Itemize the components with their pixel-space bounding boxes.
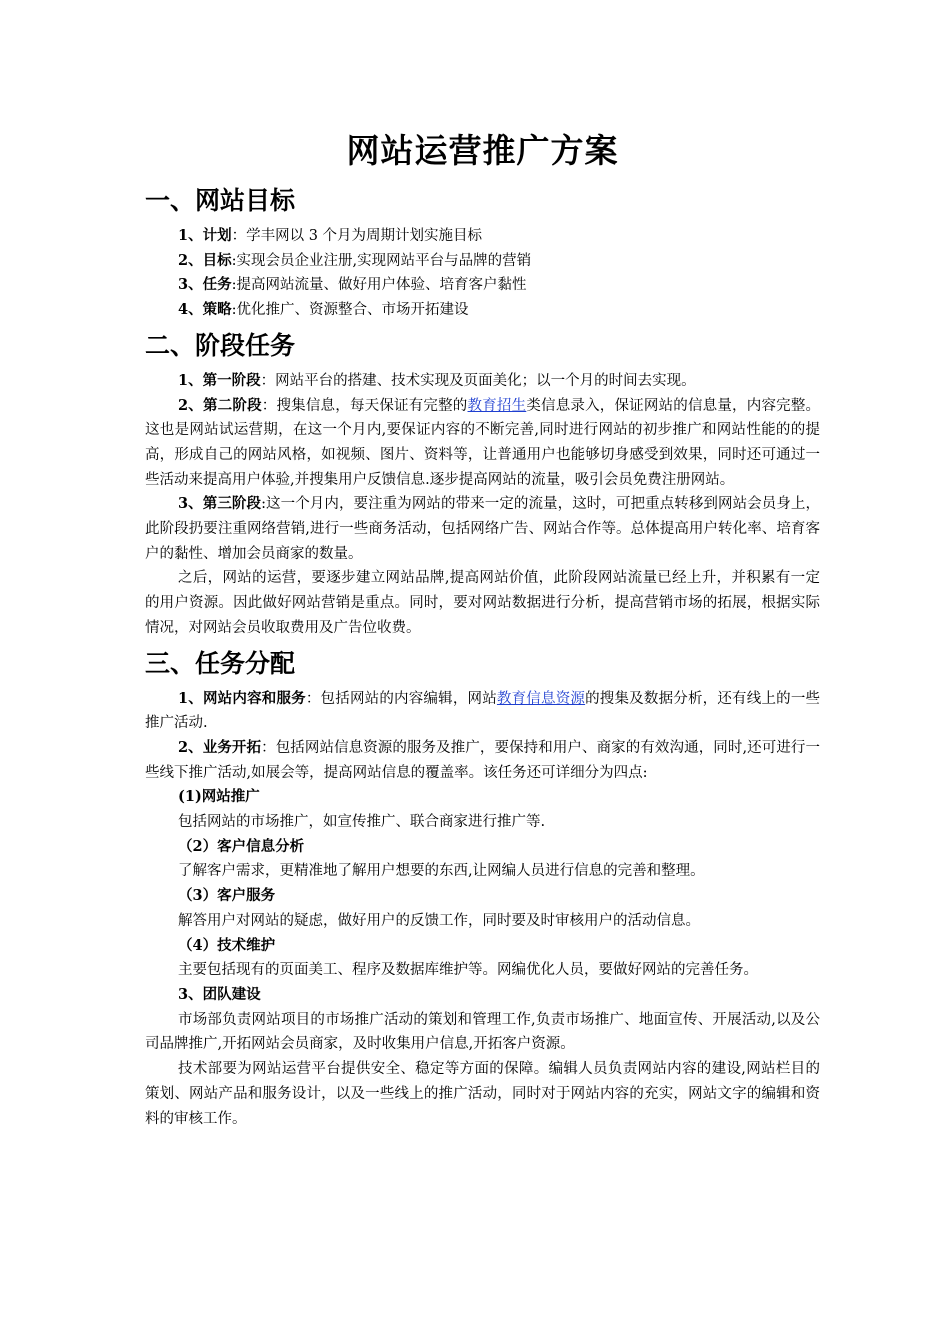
goal-item xyxy=(145,224,820,249)
subtask-heading xyxy=(145,835,820,860)
section-heading: 三、任务分配 xyxy=(145,648,296,678)
stage-paragraph xyxy=(145,492,820,566)
stage-label: 1、第一阶段 xyxy=(178,371,261,389)
section-website-goals xyxy=(145,182,820,323)
subtask-body: 包括网站的市场推广，如宣传推广、联合商家进行推广等. xyxy=(178,814,546,831)
education-enrollment-link[interactable]: 教育招生 xyxy=(467,397,527,414)
goal-item xyxy=(145,249,820,274)
section-heading: 二、阶段任务 xyxy=(145,330,296,360)
stage-label: 2、第二阶段 xyxy=(178,396,262,414)
subtask-body: 主要包括现有的页面美工、程序及数据库维护等。网编优化人员，要做好网站的完善任务。 xyxy=(178,962,758,979)
goal-text: :优化推广、资源整合、市场开拓建设 xyxy=(231,302,469,319)
task-text: ：包括网站的内容编辑，网站 xyxy=(305,690,497,707)
subtask-body: 解答用户对网站的疑虑，做好用户的反馈工作，同时要及时审核用户的活动信息。 xyxy=(178,912,700,929)
stage-label: 3、第三阶段 xyxy=(178,495,262,513)
goal-text: ：学丰网以 3 个月为周期计划实施目标 xyxy=(231,228,483,244)
subtask-heading xyxy=(145,884,820,909)
stage-text: ：搜集信息，每天保证有完整的 xyxy=(261,397,468,414)
goal-label: 2、目标 xyxy=(178,251,232,269)
subtask-title: （4）技术维护 xyxy=(178,936,276,954)
subtask-title: (1)网站推广 xyxy=(178,788,260,806)
section-heading: 一、网站目标 xyxy=(145,186,296,215)
team-heading xyxy=(145,983,820,1008)
education-resources-link[interactable]: 教育信息资源 xyxy=(496,690,586,707)
subtask-body: 了解客户需求，更精准地了解用户想要的东西,让网编人员进行信息的完善和整理。 xyxy=(178,863,705,880)
goal-item xyxy=(145,298,820,323)
subtask-title: （2）客户信息分析 xyxy=(178,837,305,855)
goal-label: 1、计划 xyxy=(178,227,232,244)
stage-text: ：网站平台的搭建、技术实现及页面美化；以一个月的时间去实现。 xyxy=(260,372,696,389)
subtask-title: （3）客户服务 xyxy=(178,887,276,905)
task-label: 2、业务开拓 xyxy=(178,738,262,756)
stage-text: 类信息录入，保证网站的信息量，内容完整。这也是网站试运营期，在这一个月内,要保证内容的不断完善,同时进行网站的初步推广和网站性能的的提高，形成自己的网站风格，如视频、图片、资料等，让普通用户也能够切身感受到效果，同时还可通过一些活动来提高用户体验,并搜集用户反馈信息.逐步提高网站的流量，吸引会员免费注册网站。 xyxy=(145,397,821,488)
stage-paragraph: 之后，网站的运营，要逐步建立网站品牌,提高网站价值，此阶段网站流量已经上升，并积累有一定的用户资源。因此做好网站营销是重点。同时，要对网站数据进行分析，提高营销市场的拓展，根据实际情况，对网站会员收取费用及广告位收费。 xyxy=(145,570,820,636)
task-paragraph xyxy=(145,736,820,785)
task-text: ：包括网站信息资源的服务及推广，要保持和用户、商家的有效沟通，同时,还可进行一些线下推广活动,如展会等，提高网站信息的覆盖率。该任务还可详细分为四点: xyxy=(145,739,820,781)
task-label: 1、网站内容和服务 xyxy=(178,689,306,707)
goal-label: 4、策略 xyxy=(178,301,232,319)
goal-item xyxy=(145,273,820,298)
stage-paragraph xyxy=(145,394,820,493)
team-paragraph: 技术部要为网站运营平台提供安全、稳定等方面的保障。编辑人员负责网站内容的建设,网站栏目的策划、网站产品和服务设计，以及一些线上的推广活动，同时对于网站内容的充实，网站文字的编辑和资料的审核工作。 xyxy=(145,1061,820,1127)
task-text: 的搜集及数据分析，还有线上的一些推广活动. xyxy=(145,690,821,732)
subtask-heading xyxy=(145,785,820,810)
task-paragraph xyxy=(145,687,820,736)
section-stage-tasks xyxy=(145,327,820,641)
stage-paragraph xyxy=(145,369,820,394)
team-paragraph: 市场部负责网站项目的市场推广活动的策划和管理工作,负责市场推广、地面宣传、开展活动,以及公司品牌推广,开拓网站会员商家，及时收集用户信息,开拓客户资源。 xyxy=(145,1011,820,1053)
section-task-assignment xyxy=(145,645,820,1132)
subtask-heading xyxy=(145,934,820,959)
stage-text: :这一个月内，要注重为网站的带来一定的流量，这时，可把重点转移到网站会员身上，此阶段扔要注重网络营销,进行一些商务活动，包括网络广告、网站合作等。总体提高用户转化率、培育客户的黏性、增加会员商家的数量。 xyxy=(145,496,820,562)
goal-text: :提高网站流量、做好用户体验、培育客户黏性 xyxy=(231,277,527,294)
goal-text: :实现会员企业注册,实现网站平台与品牌的营销 xyxy=(231,252,532,269)
document-page xyxy=(145,128,820,1135)
goal-label: 3、任务 xyxy=(178,276,232,294)
team-label: 3、团队建设 xyxy=(178,985,261,1003)
document-title: 网站运营推广方案 xyxy=(346,131,619,170)
